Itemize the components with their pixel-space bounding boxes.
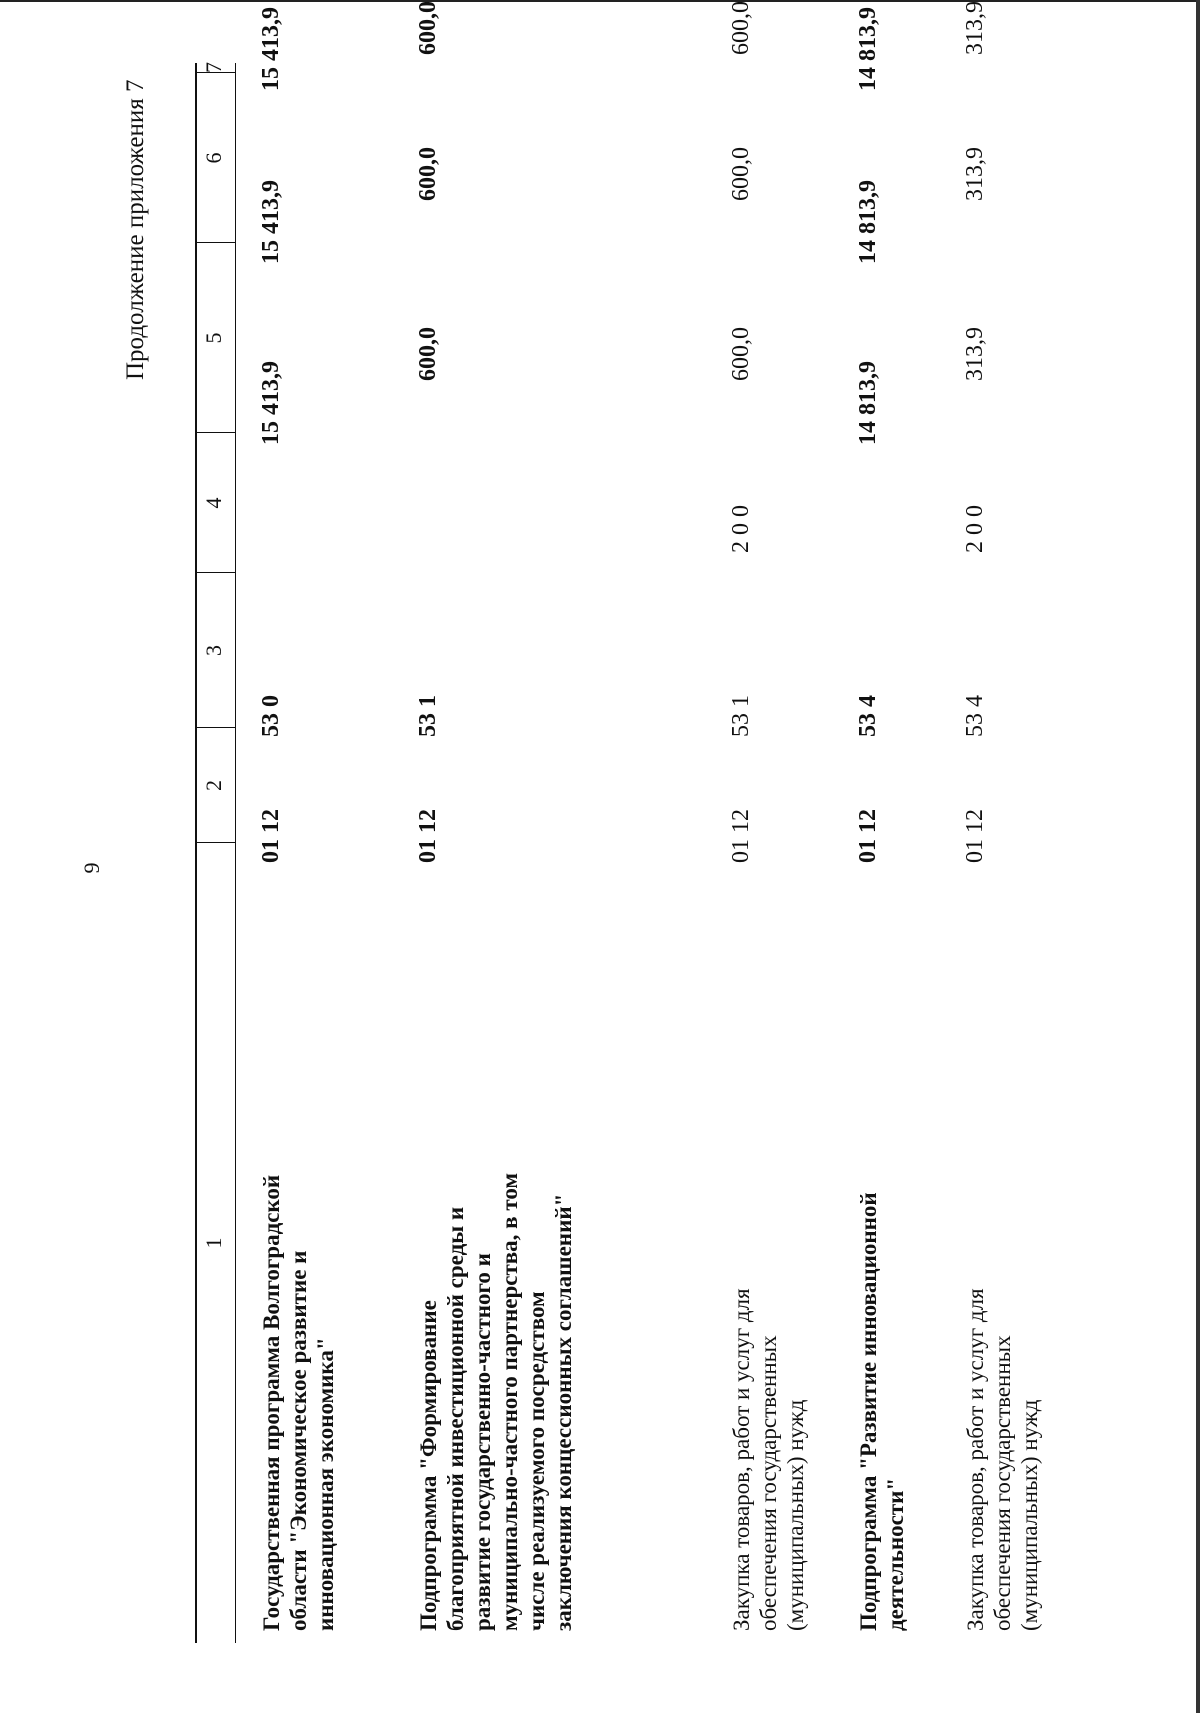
row-name: Закупка товаров, работ и услуг для обеспечения государственных (муниципальных) нужд (729, 1288, 808, 1631)
column-header-1: 1 (201, 1237, 226, 1249)
row-section: 01 12 (728, 809, 754, 863)
header-bottom-rule (235, 63, 236, 1643)
row-target: 53 4 (855, 695, 881, 737)
page-number: 9 (79, 862, 104, 874)
row-sum-1: 600,0 (728, 327, 754, 381)
row-name: Подпрограмма "Развитие инновационной деятельности" (856, 1192, 908, 1631)
row-expense-type: 2 0 0 (728, 505, 754, 553)
row-target: 53 0 (258, 695, 284, 737)
row-sum-3: 600,0 (728, 1, 754, 55)
column-header-6: 6 (201, 152, 226, 164)
row-sum-2: 313,9 (962, 147, 988, 201)
row-sum-1: 15 413,9 (258, 361, 284, 445)
row-target: 53 1 (415, 695, 441, 737)
annex-caption: Продолжение приложения 7 (122, 79, 149, 380)
row-name: Государственная программа Волгоградской области "Экономическое развитие и инновационная экономика" (259, 1174, 338, 1631)
row-expense-type: 2 0 0 (962, 505, 988, 553)
row-sum-3: 313,9 (962, 1, 988, 55)
row-section: 01 12 (258, 809, 284, 863)
column-header-3: 3 (201, 645, 226, 656)
row-sum-3: 600,0 (415, 1, 441, 55)
row-sum-1: 600,0 (415, 327, 441, 381)
row-sum-2: 15 413,9 (258, 180, 284, 264)
row-sum-3: 14 813,9 (855, 7, 881, 91)
row-sum-3: 15 413,9 (258, 7, 284, 91)
row-section: 01 12 (962, 809, 988, 863)
row-section: 01 12 (415, 809, 441, 863)
row-sum-2: 14 813,9 (855, 180, 881, 264)
row-section: 01 12 (855, 809, 881, 863)
row-sum-2: 600,0 (728, 147, 754, 201)
row-target: 53 4 (962, 695, 988, 737)
row-name: Закупка товаров, работ и услуг для обеспечения государственных (муниципальных) нужд (963, 1288, 1042, 1631)
row-sum-2: 600,0 (415, 147, 441, 201)
table-header-row (197, 63, 235, 1643)
row-name: Подпрограмма "Формирование благоприятной инвестиционной среды и развитие государственно-частного и муниципально-частного партнерства, в том числе реализуемого посредством заключения концессионных соглашений" (416, 1172, 576, 1631)
column-header-5: 5 (201, 332, 226, 344)
column-header-4: 4 (201, 497, 226, 509)
row-sum-1: 313,9 (962, 327, 988, 381)
row-target: 53 1 (728, 695, 754, 737)
row-sum-1: 14 813,9 (855, 361, 881, 445)
column-header-2: 2 (201, 780, 226, 791)
column-header-7: 7 (201, 62, 226, 73)
